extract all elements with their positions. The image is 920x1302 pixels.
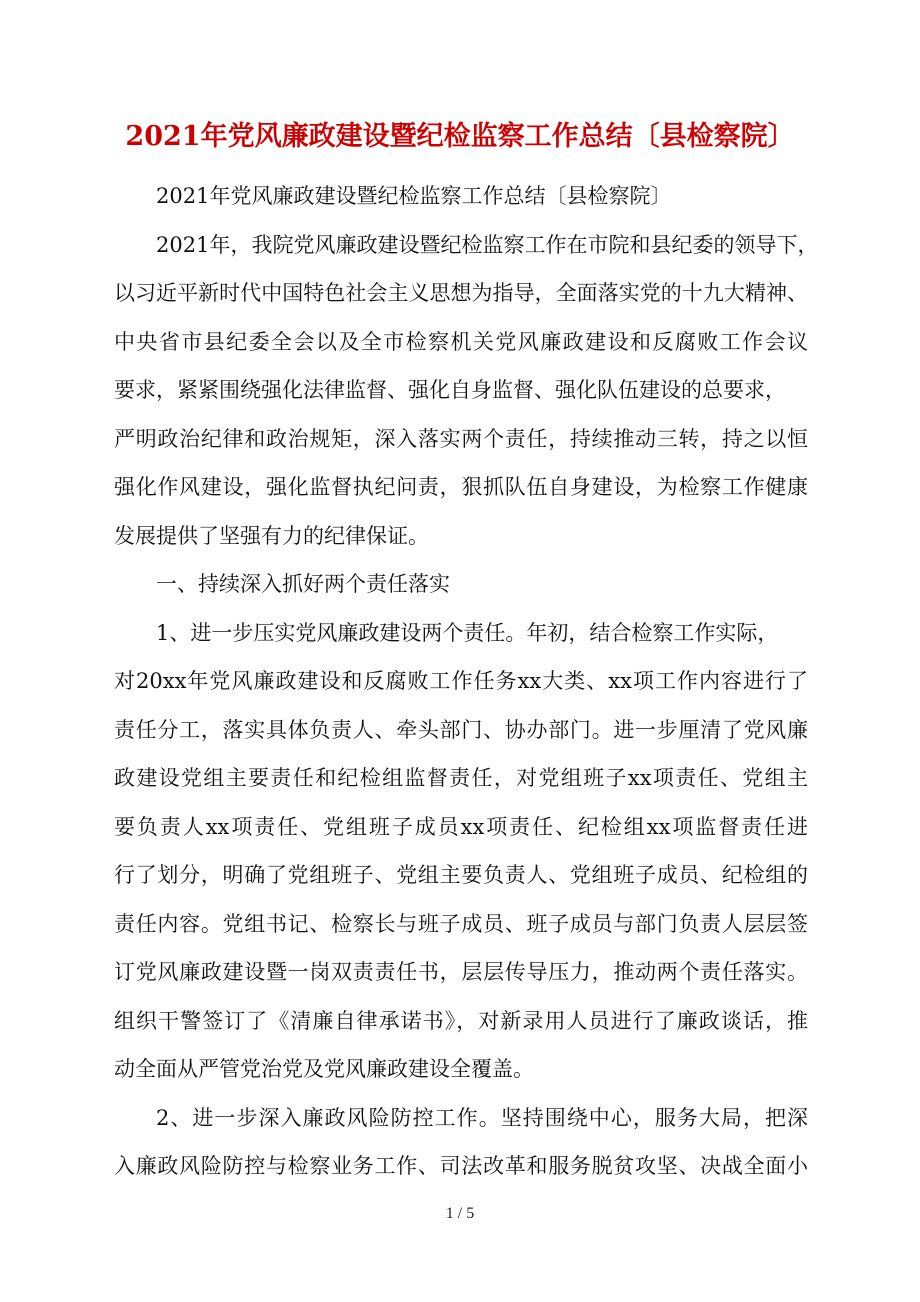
section-heading: 一、持续深入抓好两个责任落实 (156, 572, 450, 596)
subtitle-line: 2021年党风廉政建设暨纪检监察工作总结〔县检察院〕 (156, 184, 672, 208)
paragraph-line: 对20xx年党风廉政建设和反腐败工作任务xx大类、xx项工作内容进行了 (114, 669, 808, 693)
paragraph-line: 1、进一步压实党风廉政建设两个责任。年初，结合检察工作实际， (156, 620, 779, 645)
paragraph-line: 行了划分，明确了党组班子、党组主要负责人、党组班子成员、纪检组的 (114, 863, 808, 887)
paragraph-line: 政建设党组主要责任和纪检组监督责任，对党组班子xx项责任、党组主 (114, 766, 808, 790)
paragraph-line: 2、进一步深入廉政风险防控工作。坚持围绕中心，服务大局，把深 (156, 1105, 808, 1130)
paragraph-line: 订党风廉政建设暨一岗双责责任书，层层传导压力，推动两个责任落实。 (114, 960, 808, 984)
document-title: 2021年党风廉政建设暨纪检监察工作总结〔县检察院〕 (125, 121, 795, 152)
paragraph-line: 中央省市县纪委全会以及全市检察机关党风廉政建设和反腐败工作会议 (114, 329, 808, 354)
page-number: 1 / 5 (445, 1205, 475, 1222)
paragraph-line: 严明政治纪律和政治规矩，深入落实两个责任，持续推动三转，持之以恒 (114, 426, 808, 451)
paragraph-line: 要负责人xx项责任、党组班子成员xx项责任、纪检组xx项监督责任进 (114, 814, 808, 839)
paragraph-line: 入廉政风险防控与检察业务工作、司法改革和服务脱贫攻坚、决战全面小 (114, 1154, 808, 1178)
paragraph-line: 动全面从严管党治党及党风廉政建设全覆盖。 (114, 1057, 534, 1081)
paragraph-line: 责任内容。党组书记、检察长与班子成员、班子成员与部门负责人层层签 (114, 911, 808, 936)
paragraph-line: 强化作风建设，强化监督执纪问责，狠抓队伍自身建设，为检察工作健康 (114, 475, 808, 499)
paragraph-line: 责任分工，落实具体负责人、牵头部门、协办部门。进一步厘清了党风廉 (114, 717, 808, 742)
paragraph-line: 发展提供了坚强有力的纪律保证。 (114, 523, 429, 548)
paragraph-line: 要求，紧紧围绕强化法律监督、强化自身监督、强化队伍建设的总要求， (114, 378, 786, 402)
paragraph-line: 组织干警签订了《清廉自律承诺书》，对新录用人员进行了廉政谈话，推 (114, 1008, 808, 1033)
document-body (114, 172, 819, 1191)
paragraph-line: 2021年，我院党风廉政建设暨纪检监察工作在市院和县纪委的领导下， (156, 232, 819, 257)
paragraph-line: 以习近平新时代中国特色社会主义思想为指导，全面落实党的十九大精神、 (114, 281, 808, 305)
